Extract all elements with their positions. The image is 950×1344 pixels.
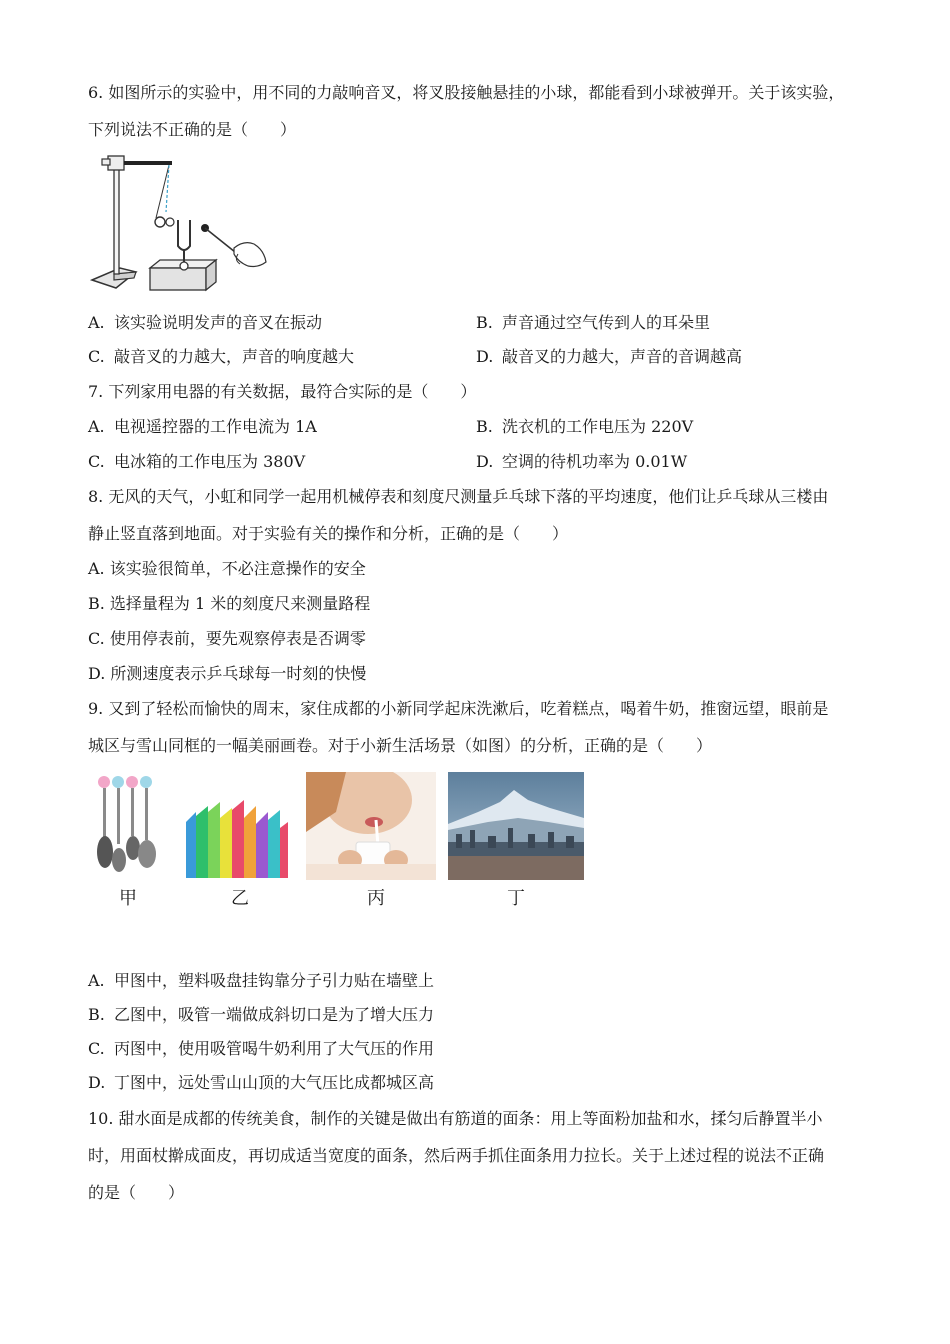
question-6-stem <box>88 74 868 148</box>
q9-option-a: A. 甲图中，塑料吸盘挂钩靠分子引力贴在墙壁上 <box>88 971 435 990</box>
q7-option-c: C. 电冰箱的工作电压为 380V <box>88 452 306 471</box>
tuning-fork-experiment-figure <box>88 150 270 296</box>
question-8-stem <box>88 478 868 552</box>
photo-ding-mountain-city <box>448 772 584 880</box>
q9-option-d: D. 丁图中，远处雪山山顶的大气压比成都城区高 <box>88 1073 435 1092</box>
caption-yi: 乙 <box>231 888 249 909</box>
q7-option-b: B. 洗衣机的工作电压为 220V <box>476 417 694 436</box>
q6-stem-line1: 6. 如图所示的实验中，用不同的力敲响音叉，将叉股接触悬挂的小球，都能看到小球被弹开。关于该实验， <box>88 83 845 102</box>
q9-option-b: B. 乙图中，吸管一端做成斜切口是为了增大压力 <box>88 1005 435 1024</box>
photo-bing-drinking-milk <box>306 772 436 880</box>
q8-stem-line1: 8. 无风的天气，小虹和同学一起用机械停表和刻度尺测量乒乓球下落的平均速度，他们让乒乓球从三楼由 <box>88 487 829 506</box>
q8-option-c: C. 使用停表前，要先观察停表是否调零 <box>88 629 366 648</box>
question-9-stem <box>88 690 868 764</box>
q7-option-a: A. 电视遥控器的工作电流为 1A <box>88 417 317 436</box>
q10-stem-line1: 10. 甜水面是成都的传统美食，制作的关键是做出有筋道的面条：用上等面粉加盐和水，揉匀后静置半小 <box>88 1109 823 1128</box>
q8-option-a: A. 该实验很简单，不必注意操作的安全 <box>88 559 366 578</box>
q7-stem: 7. 下列家用电器的有关数据，最符合实际的是（ ） <box>88 382 477 401</box>
photo-jia-suction-hooks <box>92 772 164 880</box>
q6-option-c: C. 敲音叉的力越大，声音的响度越大 <box>88 347 355 366</box>
q9-option-c: C. 丙图中，使用吸管喝牛奶利用了大气压的作用 <box>88 1039 435 1058</box>
q10-stem-line2: 时，用面杖擀成面皮，再切成适当宽度的面条，然后两手抓住面条用力拉长。关于上述过程的说法不正确 <box>88 1146 825 1165</box>
q8-option-d: D. 所测速度表示乒乓球每一时刻的快慢 <box>88 664 367 683</box>
q6-option-a: A. 该实验说明发声的音叉在振动 <box>88 313 323 332</box>
q8-stem-line2: 静止竖直落到地面。对于实验有关的操作和分析，正确的是（ ） <box>88 524 569 543</box>
question-10-stem <box>88 1100 868 1211</box>
caption-jia: 甲 <box>119 888 137 909</box>
q6-option-b: B. 声音通过空气传到人的耳朵里 <box>476 313 711 332</box>
q6-option-d: D. 敲音叉的力越大，声音的音调越高 <box>476 347 743 366</box>
photo-yi-straws <box>184 800 290 880</box>
q9-stem-line1: 9. 又到了轻松而愉快的周末，家住成都的小新同学起床洗漱后，吃着糕点，喝着牛奶，推窗远望，眼前是 <box>88 699 829 718</box>
caption-bing: 丙 <box>367 888 385 909</box>
caption-ding: 丁 <box>507 888 525 909</box>
q6-stem-line2: 下列说法不正确的是（ ） <box>88 120 297 139</box>
q9-stem-line2: 城区与雪山同框的一幅美丽画卷。对于小新生活场景（如图）的分析，正确的是（ ） <box>88 736 713 755</box>
q7-option-d: D. 空调的待机功率为 0.01W <box>476 452 688 471</box>
q8-option-b: B. 选择量程为 1 米的刻度尺来测量路程 <box>88 594 371 613</box>
q10-stem-line3: 的是（ ） <box>88 1183 185 1202</box>
